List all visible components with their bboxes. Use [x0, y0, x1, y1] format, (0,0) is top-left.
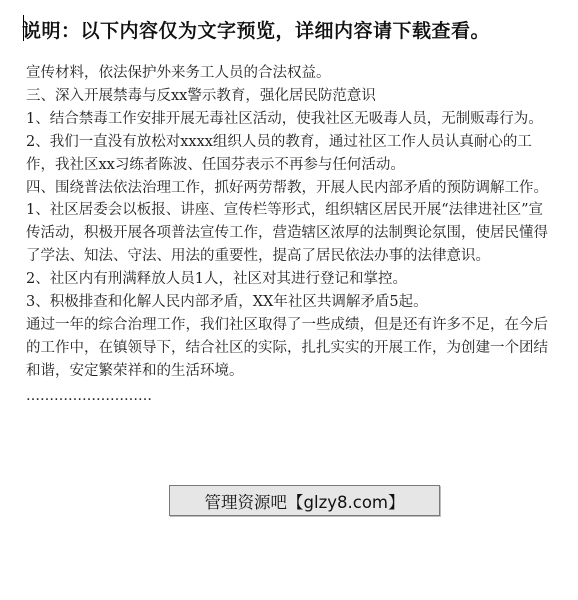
- paragraph: 1、社区居委会以板报、讲座、宣传栏等形式，组织辖区居民开展“法律进社区”宣传活动，积极开展各项普法宣传工作，营造辖区浓厚的法制舆论氛围，使居民懂得了学法、知法、守法、用法的重要性，提高了居民依法办事的法律意识。: [26, 202, 548, 265]
- preview-notice: 说明：以下内容仅为文字预览，详细内容请下载查看。: [22, 20, 491, 42]
- paragraph: 1、结合禁毒工作安排开展无毒社区活动，使我社区无吸毒人员，无制贩毒行为。: [26, 110, 543, 127]
- paragraph: 2、我们一直没有放松对xxxx组织人员的教育，通过社区工作人员认真耐心的工作，我社区xx习练者陈波、任国芬表示不再参与任何活动。: [26, 133, 532, 173]
- paragraph: 3、积极排查和化解人民内部矛盾，XX年社区共调解矛盾5起。: [26, 294, 428, 311]
- paragraph: 通过一年的综合治理工作，我们社区取得了一些成绩，但是还有许多不足，在今后的工作中，在镇领导下，结合社区的实际，扎扎实实的开展工作，为创建一个团结和谐，安定繁荣祥和的生活环境。: [26, 316, 548, 379]
- paragraph: 宣传材料，依法保护外来务工人员的合法权益。: [26, 65, 331, 81]
- section-heading: 四、围绕普法依法治理工作，抓好两劳帮教，开展人民内部矛盾的预防调解工作。: [26, 179, 548, 196]
- watermark-banner[interactable]: 管理资源吧【glzy8.com】: [169, 485, 440, 516]
- ellipsis: ………………………: [26, 387, 152, 404]
- document-body: [26, 62, 556, 409]
- paragraph: 2、社区内有刑满释放人员1人，社区对其进行登记和掌控。: [26, 271, 407, 288]
- section-heading: 三、深入开展禁毒与反xx警示教育，强化居民防范意识: [26, 87, 376, 104]
